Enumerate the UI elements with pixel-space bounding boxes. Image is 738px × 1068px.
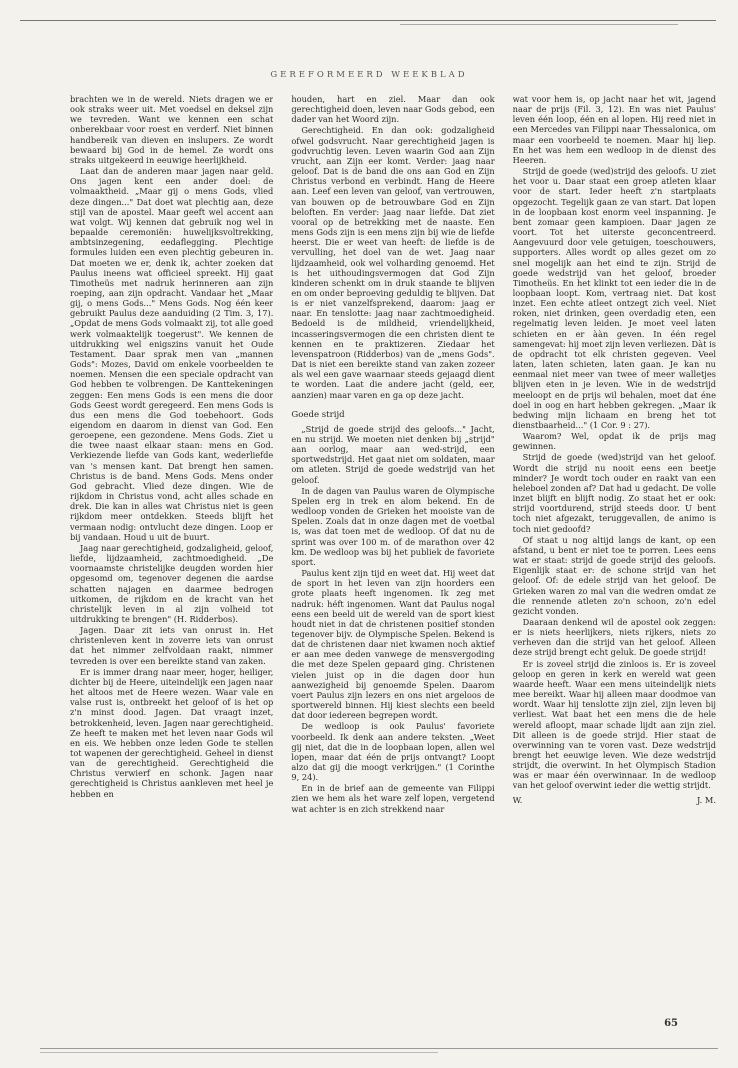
paragraph: De wedloop is ook Paulus' favoriete voorbeeld. Ik denk aan andere teksten. „Weet gij niet, dat die in de loopbaan lopen, allen wel lopen, maar dat één de prijs ontvangt? Loopt alzo dat gij die moogt verkrijgen." (1 Corinthe 9, 24). xyxy=(291,721,495,783)
paragraph: En in de brief aan de gemeente van Filippi zien we hem als het ware zelf lopen, vergetend wat achter is en zich strekkend naar xyxy=(291,783,495,814)
section-heading: Goede strijd xyxy=(291,409,345,420)
paragraph: Er is immer drang naar meer, hoger, heiliger, dichter bij de Heere, uiteindelijk een jagen naar het altoos met de Heere wezen. Waar vale en valse rust is, ontbreekt het geloof of is het op z'n minst dood. Jagen. Dat vraagt inzet, betrokkenheid, leven. Jagen naar gerechtigheid. Ze heeft te maken met het leven naar Gods wil en eis. We hebben onze leden Gode te stellen tot wapenen der gerechtigheid. Geheel in dienst van de gerechtigheid. Gerechtigheid die Christus verwierf en schonk. Jagen naar gerechtigheid is Christus aankleven met heel je hebben en xyxy=(70,666,274,799)
paragraph: brachten we in de wereld. Niets dragen we er ook straks weer uit. Met voedsel en deksel zijn we tevreden. Want we kennen een schat onberekbaar voor roest en verderf. Niet binnen handbereik van dieven en inslupers. Ze wordt bewaard bij God in de hemel. Ze wordt ons straks uitgekeerd in eeuwige heerlijkheid. xyxy=(70,94,274,165)
paragraph: wat voor hem is, op jacht naar het wit, jagend naar de prijs (Fil. 3, 12). En was niet Paulus' leven één loop, één en al lopen. Hij reed niet in een Mercedes van Filippi naar Thessalonica, om maar een voorbeeld te noemen. Maar hij liep. En het was hem een wedloop in de dienst des Heeren. xyxy=(512,94,716,165)
paragraph: „Strijd de goede strijd des geloofs..." Jacht, en nu strijd. We moeten niet denken bij „strijd" aan oorlog, maar aan wed-strijd, een sportwedstrijd. Het gaat niet om soldaten, maar om atleten. Strijd de goede wedstrijd van het geloof. xyxy=(291,423,495,485)
paragraph: Laat dan de anderen maar jagen naar geld. Ons jagen kent een ander doel: de volmaaktheid. „Maar gij o mens Gods, vlied deze dingen..." Dat doet wat plechtig aan, deze stijl van de apostel. Maar geeft wel accent aan wat volgt. Wij kennen dat gebruik nog wel in bepaalde ceremoniën: huwelijksvoltrekking, ambtsinzegening, eedaflegging. Plechtige formules luiden een even plechtig gebeuren in. Dat moeten we er, denk ik, achter zoeken dat Paulus ineens wat officieel spreekt. Hij gaat Timotheüs met nadruk herinneren aan zijn roeping, aan zijn opdracht. Vandaar het „Maar gij, o mens Gods..." Mens Gods. Nog één keer gebruikt Paulus deze aanduiding (2 Tim. 3, 17). „Opdat de mens Gods volmaakt zij, tot alle goed werk volmaaktelijk toegerust". We kennen de uitdrukking wel enigszins vanuit het Oude Testament. Daar sprak men van „mannen Gods": Mozes, David om enkele voorbeelden te noemen. Mensen die een speciale opdracht van God hebben te volbrengen. De Kanttekeningen zeggen: Een mens Gods is een mens die door Gods Geest wordt geregeerd. Een mens Gods is dus een mens die God toebehoort. Gods eigendom en daarom in dienst van God. Een geroepene, een gezondene. Mens Gods. Ziet u die twee naast elkaar staan: mens en God. Verkiezende liefde van Gods kant, wederliefde van 's mensen kant. Dat brengt hen samen. Christus is de band. Mens Gods. Mens onder God gebracht. Vlied deze dingen. Wie de rijkdom in Christus vond, acht alles schade en drek. Die kan in alles wat Christus niet is geen rijkdom meer ontdekken. Steeds blijft het vermaan nodig: ontvlucht deze dingen. Loop er bij vandaan. Houd u uit de buurt. xyxy=(70,166,274,542)
paragraph: Strijd de goede (wed)strijd van het geloof. Wordt die strijd nu nooit eens een beetje minder? Je wordt toch ouder en raakt van een heleboel zonden af? Dat had u gedacht. De volle inzet blijft en blijft nodig. Zo staat het er ook: strijd voortdurend, strijd steeds door. U bent toch niet afgezakt, teruggevallen, de animo is toch niet gedoofd? xyxy=(512,452,716,534)
signature-initial: W. xyxy=(512,794,523,805)
bottom-rule xyxy=(40,1048,718,1049)
paragraph: houden, hart en ziel. Maar dan ook gerechtigheid doen, leven naar Gods gebod, een dader van het Woord zijn. xyxy=(291,94,495,125)
page-number: 65 xyxy=(664,1018,678,1029)
text-columns xyxy=(70,94,716,976)
column-3 xyxy=(513,94,716,976)
paragraph: Daaraan denkend wil de apostel ook zeggen: er is niets heerlijkers, niets rijkers, niets zo verheven dan die strijd van het geloof. Alleen deze strijd brengt echt geluk. De goede strijd! xyxy=(512,616,716,658)
paragraph: Er is zoveel strijd die zinloos is. Er is zoveel geloop en geren in kerk en wereld wat geen waarde heeft. Waar een mens uiteindelijk niets mee bereikt. Waar hij alleen maar doodmoe van wordt. Waar hij tenslotte zijn ziel, zijn leven bij verliest. Wat baat het een mens die de hele wereld afloopt, maar schade lijdt aan zijn ziel. Dit alleen is de goede strijd. Hier staat de overwinning van te voren vast. Deze wedstrijd brengt het eeuwige leven. Wie deze wedstrijd strijdt, die overwint. In het Olympisch Stadion was er maar één overwinnaar. In de wedloop van het geloof overwint ieder die wettig strijdt. xyxy=(512,658,716,791)
column-1 xyxy=(70,94,273,976)
paragraph: Strijd de goede (wed)strijd des geloofs. U ziet het voor u. Daar staat een groep atleten klaar voor de start. Ieder heeft z'n startplaats opgezocht. Tegelijk gaan ze van start. Dat lopen in de loopbaan kost enorm veel inspanning. Je bent zomaar geen kampioen. Daar jagen ze voort. Tot het uiterste geconcentreerd. Aangevuurd door vele getuigen, toeschouwers, supporters. Alles wordt op alles gezet om zo snel mogelijk aan het eind te zijn. Strijd de goede wedstrijd van het geloof, broeder Timotheüs. En het klinkt tot een ieder die in de loopbaan loopt. Kom, vertraag niet. Dat kost inzet. Een echte atleet ontzegt zich veel. Niet roken, niet drinken, geen overdadig eten, een regelmatig leven leiden. Je moet veel laten schieten en er ààn geven. In één regel samengevat: hij moet zijn leven verliezen. Dàt is de opdracht tot elk christen gegeven. Veel laten, laten schieten, laten gaan. Je kan nu eenmaal niet meer van twee of meer walletjes blijven eten in je leven. Wie in de wedstrijd meeloopt en de prijs wil behalen, moet dat éne doel in oog en hart hebben gekregen. „Maar ik bedwing mijn lichaam en breng het tot dienstbaarheid..." (1 Cor. 9 : 27). xyxy=(512,166,716,430)
paragraph: In de dagen van Paulus waren de Olympische Spelen erg in trek en alom bekend. En de wedloop vonden de Grieken het mooiste van de Spelen. Zoals dat in onze dagen met de voetbal is, was dat toen met de wedloop. Of dat nu de sprint was over 100 m. of de marathon over 42 km. De wedloop was bij het publiek de favoriete sport. xyxy=(291,485,495,567)
signature-line xyxy=(513,795,716,805)
paragraph: Of staat u nog altijd langs de kant, op een afstand, u bent er niet toe te porren. Lees eens wat er staat: strijd de goede strijd des geloofs. Eigenlijk staat er: de schone strijd van het geloof. Of: de edele strijd van het geloof. De Grieken waren zo mal van die wedren omdat ze die rennende atleten zo'n schoon, zo'n edel gezicht vonden. xyxy=(512,534,716,616)
bottom-rule-secondary xyxy=(40,1052,438,1053)
author-initials: J. M. xyxy=(697,794,716,805)
paragraph: Jagen. Daar zit iets van onrust in. Het christenleven kent in zoverre iets van onrust dat het nimmer zelfvoldaan raakt, nimmer tevreden is over een bereikte stand van zaken. xyxy=(70,625,274,666)
paragraph: Waarom? Wel, opdat ik de prijs mag gewinnen. xyxy=(512,431,716,452)
top-rule-secondary xyxy=(400,24,678,25)
paragraph: Paulus kent zijn tijd en weet dat. Hij weet dat de sport in het leven van zijn hoorders een grote plaats heeft ingenomen. Ik zeg met nadruk: héft ingenomen. Want dat Paulus nogal eens een beeld uit de wereld van de sport kiest houdt niet in dat de christenen positief stonden tegenover bijv. de Olympische Spelen. Bekend is dat de christenen daar niet kwamen noch aktief er aan mee deden vanwege de mensvergoding die met deze Spelen gepaard ging. Christenen vielen juist op in die dagen door hun aanwezigheid bij genoemde Spelen. Daarom voert Paulus zijn lezers en ons niet argeloos de sportwereld binnen. Hij kiest slechts een beeld dat door iedereen begrepen wordt. xyxy=(291,568,495,721)
paragraph: Gerechtigheid. En dan ook: godzaligheid ofwel godsvrucht. Naar gerechtigheid jagen is godvruchtig leven. Leven waarin God aan Zijn vrucht, aan Zijn eer komt. Verder: jaag naar geloof. Dat is de band die ons aan God en Zijn Christus verbond en verbindt. Hang de Heere aan. Leef een leven van geloof, van vertrouwen, van bouwen op de betrouwbare God en Zijn beloften. En verder: jaag naar liefde. Dat ziet vooral op de betrekking met de naaste. Een mens Gods zijn is een mens zijn bij wie de liefde heerst. Die er weet van heeft: de liefde is de vervulling, het doel van de wet. Jaag naar lijdzaamheid, ook wel volharding genoemd. Het is het uithoudingsvermogen dat God Zijn kinderen schenkt om in druk staande te blijven en om onder beproeving geduldig te blijven. Dat is er niet vanzelfsprekend, daarom: jaag er naar. En tenslotte: jaag naar zachtmoedigheid. Bedoeld is de mildheid, vriendelijkheid, incasseringsvermogen die een christen dient te kennen en te praktizeren. Ziedaar het levenspatroon (Ridderbos) van de „mens Gods". Dat is niet een bereikte stand van zaken zozeer als wel een gave waarnaar steeds gejaagd dient te worden. Laat die andere jacht (geld, eer, aanzien) maar varen en ga op deze jacht. xyxy=(291,125,495,400)
paragraph: Jaag naar gerechtigheid, godzaligheid, geloof, liefde, lijdzaamheid, zachtmoedigheid. „De voornaamste christelijke deugden worden hier opgesomd om, tegenover degenen die aardse schatten najagen en daarmee bedrogen uitkomen, de rijkdom en de kracht van het christelijk leven in al zijn volheid tot uitdrukking te brengen" (H. Ridderbos). xyxy=(70,542,274,624)
top-rule xyxy=(20,20,716,21)
column-2 xyxy=(291,94,494,976)
running-header: GEREFORMEERD WEEKBLAD xyxy=(270,70,468,80)
